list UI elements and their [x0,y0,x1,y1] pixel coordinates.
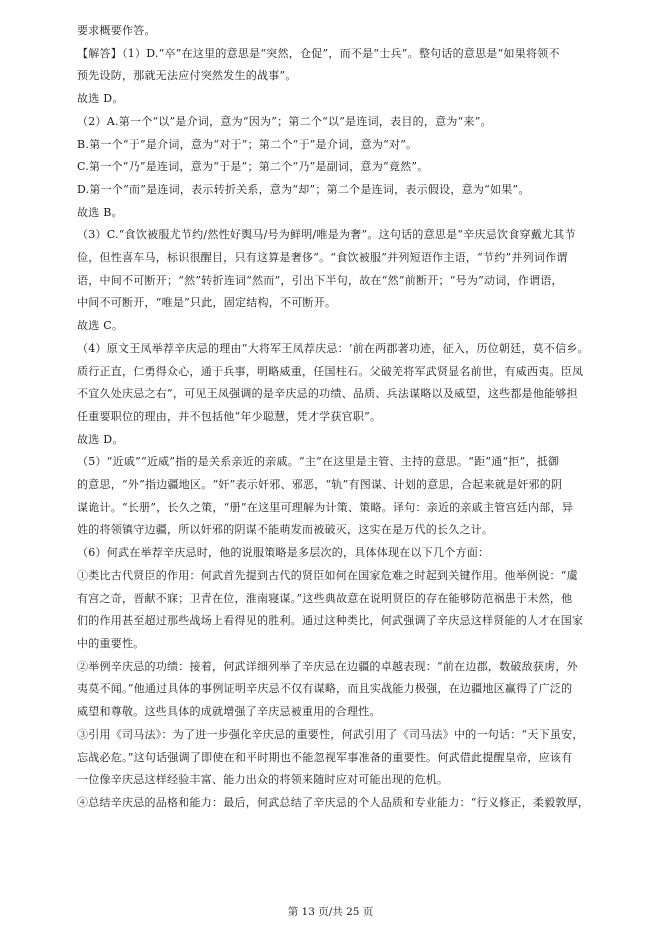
text-line: 姓的将领镇守边疆，所以奸邪的阴谋不能萌发而被破灭，这实在是万代的长久之计。 [77,523,494,537]
text-line: ①类比古代贤臣的作用：何武首先提到古代的贤臣如何在国家危难之时起到关键作用。他举例说：“虞 [77,568,578,582]
text-line: 故选 D。 [77,92,124,106]
text-line: 们的作用甚至超过那些战场上看得见的胜利。通过这种类比，何武强调了辛庆忌这样贤能的人才在国家 [77,614,584,628]
text-line: C.第一个“乃”是连词，意为“于是”；第二个“乃”是副词，意为“竟然”。 [77,160,429,174]
text-line: 预先设防，那就无法应付突然发生的战事”。 [77,69,297,83]
text-line: 夷莫不闻。”他通过具体的事例证明辛庆忌不仅有谋略，而且实战能力极强，在边疆地区赢得了广泛的 [77,682,573,696]
text-line: ④总结辛庆忌的品格和能力：最后，何武总结了辛庆忌的个人品质和专业能力：“行义修正，柔毅敦厚， [77,795,590,809]
text-line: D.第一个“而”是连词，表示转折关系，意为“却”；第二个是连词，表示假设，意为“如果”。 [77,182,530,196]
text-line: 【解答】（1）D.“卒”在这里的意思是“突然，仓促”，而不是“士兵”。整句话的意思是“如果将领不 [77,46,560,60]
text-line: 忘战必危。”这句话强调了即使在和平时期也不能忽视军事准备的重要性。何武借此提醒皇帝，应该有 [77,750,573,764]
text-line: ②举例辛庆忌的功绩：接着，何武详细列举了辛庆忌在边疆的卓越表现：“前在边郡，数破敌获虏，外 [77,659,578,673]
text-line: 语，中间不可断开；“然”转折连词“然而”，引出下半句，故在“然”前断开；“号为”动词，作谓语， [77,273,563,287]
text-line: 威望和尊敬。这些具体的成就增强了辛庆忌被重用的合理性。 [77,705,381,719]
text-line: 俭，但性喜车马，标识很醒目，只有这算是奢侈”。“食饮被服”并列短语作主语，“节约”并列词作谓 [77,251,568,265]
text-line: 故选 C。 [77,319,124,333]
text-line: （2）A.第一个“以”是介词，意为“因为”；第二个“以”是连词，表目的，意为“来”。 [77,114,492,128]
text-line: 一位像辛庆忌这样经验丰富、能力出众的将领来随时应对可能出现的危机。 [77,773,449,787]
text-line: B.第一个“于”是介词，意为“对于”；第二个“于”是介词，意为“对”。 [77,137,418,151]
text-line: 质行正直，仁勇得众心，通于兵事，明略威重，任国柱石。父破羌将军武贤显名前世，有威西夷。臣凤 [77,364,584,378]
text-line: 中间不可断开，“唯是”只此，固定结构，不可断开。 [77,296,337,310]
text-line: （5）“近戚”“近威”指的是关系亲近的亲戚。“主”在这里是主管、主持的意思。“距”通“拒”，抵御 [77,455,560,469]
text-line: 谋诡计。“长册”，长久之策，“册”在这里可理解为计策、策略。译句：亲近的亲戚主管宫廷内部，异 [77,500,573,514]
document-body [77,20,617,815]
text-line: 任重要职位的理由，并不包括他“年少聪慧，凭才学获官职”。 [77,409,382,423]
text-line: 要求概要作答。 [77,24,156,37]
text-line: （3）C.“食饮被服尤节约/然性好舆马/号为鲜明/唯是为奢”。这句话的意思是“辛庆忌饮食穿戴尤其节 [77,228,576,242]
text-line: 故选 D。 [77,432,124,446]
text-line: 中的重要性。 [77,636,145,650]
text-line: 不宜久处庆忌之右”，可见王凤强调的是辛庆忌的功绩、品质、兵法谋略以及威望，这些都是他能够担 [77,387,578,401]
text-line: 故选 B。 [77,205,123,219]
text-line: （6）何武在举荐辛庆忌时，他的说服策略是多层次的，具体体现在以下几个方面： [77,546,490,560]
page-footer: 第 13 页/共 25 页 [287,906,374,918]
text-line: （4）原文王凤举荐辛庆忌的理由“大将军王凤荐庆忌：‘前在两郡著功迹，征入，历位朝廷，莫不信乡。 [77,341,589,355]
text-line: 的意思，“外”指边疆地区。“奸”表示奸邪、邪恶，“轨”有图谋、计划的意思，合起来就是奸邪的阴 [77,478,563,492]
text-line: 有宫之奇，晋献不寐；卫青在位，淮南寝谋。”这些典故意在说明贤臣的存在能够防范祸患于未然，他 [77,591,573,605]
text-line: ③引用《司马法》：为了进一步强化辛庆忌的重要性，何武引用了《司马法》中的一句话：“天下虽安， [77,727,584,741]
